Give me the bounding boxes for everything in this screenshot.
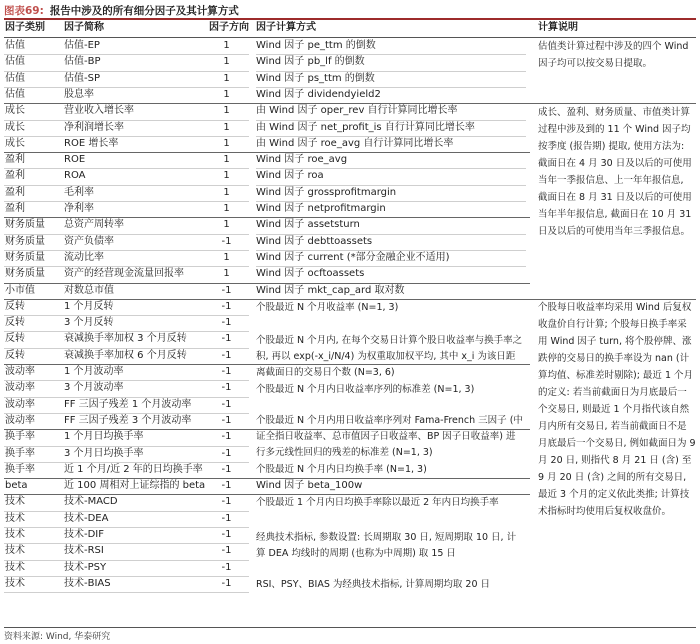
row-direction: -1: [221, 300, 232, 312]
calc-turn-1: 个股最近 N 个月内日均换手率 (N=1, 3): [256, 464, 427, 475]
row-direction: -1: [221, 284, 232, 296]
row-direction: 1: [223, 186, 230, 198]
row-name: 资产负债率: [64, 235, 114, 247]
row-direction: -1: [221, 414, 232, 426]
row-direction: 1: [223, 170, 230, 182]
row-calc: Wind 因子 ocftoassets: [256, 268, 365, 280]
row-name: 技术-DEA: [64, 512, 109, 524]
row-calc: 由 Wind 因子 oper_rev 自行计算同比增长率: [256, 105, 458, 117]
figure-label: 图表69:: [4, 5, 44, 17]
row-type: 技术: [5, 577, 25, 589]
row-name: 估值-BP: [64, 56, 101, 68]
row-type: 估值: [5, 88, 25, 100]
row-type: 反转: [5, 300, 25, 312]
row-calc: Wind 因子 netprofitmargin: [256, 203, 386, 214]
calc-turn-2: 个股最近 1 个月内日均换手率除以最近 2 年内日均换手率: [256, 497, 499, 508]
row-type: 技术: [5, 545, 25, 557]
row-type: 波动率: [5, 366, 35, 377]
row-type: 估值: [5, 56, 25, 68]
table-bottom-rule: [4, 627, 696, 628]
row-type: 财务质量: [5, 235, 45, 247]
calc-reversal-2: 个股最近 N 个月内, 在每个交易日计算个股日收益率与换手率之积, 再以 exp(-x_i/N/4) 为权重取加权平均, 其中 x_i 为该日距离截面日的交易日个数 (N=3, 6): [256, 335, 523, 378]
row-direction: -1: [221, 382, 232, 394]
row-direction: -1: [221, 447, 232, 459]
row-direction: -1: [221, 496, 232, 508]
row-type: 波动率: [5, 398, 35, 410]
row-type: 反转: [5, 333, 25, 345]
row-name: 技术-MACD: [64, 496, 118, 508]
row-name: 估值-SP: [64, 72, 100, 84]
row-direction: 1: [223, 154, 230, 166]
row-type: 小市值: [5, 284, 35, 296]
row-type: 反转: [5, 349, 25, 361]
row-direction: 1: [223, 40, 230, 51]
row-type: 技术: [5, 512, 25, 524]
row-name: FF 三因子残差 3 个月波动率: [64, 414, 192, 426]
row-calc: Wind 因子 beta_100w: [256, 480, 363, 492]
row-direction: 1: [223, 56, 230, 68]
row-direction: 1: [223, 137, 230, 149]
row-divider: [4, 592, 249, 593]
row-type: 成长: [5, 121, 25, 133]
row-name: 3 个月反转: [64, 317, 114, 329]
row-name: 技术-RSI: [64, 545, 104, 557]
row-calc: Wind 因子 roe_avg: [256, 154, 348, 166]
row-name: 总资产周转率: [64, 219, 124, 231]
row-name: 估值-EP: [64, 40, 100, 51]
row-name: 技术-PSY: [64, 561, 107, 573]
row-name: 1 个月波动率: [64, 366, 124, 377]
row-type: 财务质量: [5, 219, 45, 231]
row-direction: -1: [221, 317, 232, 329]
row-name: 3 个月波动率: [64, 382, 124, 394]
row-direction: 1: [223, 105, 230, 117]
row-type: 波动率: [5, 414, 35, 426]
row-direction: -1: [221, 561, 232, 573]
source-note: 资料来源: Wind, 华泰研究: [4, 632, 111, 642]
calc-reversal-1: 个股最近 N 个月收益率 (N=1, 3): [256, 302, 399, 313]
row-type: 盈利: [5, 186, 25, 198]
row-name: ROE: [64, 154, 86, 166]
row-name: 净利润增长率: [64, 121, 124, 133]
row-type: 技术: [5, 529, 25, 540]
note-valuation: 估值类计算过程中涉及的四个 Wind 因子均可以按交易日提取。: [538, 41, 689, 69]
row-direction: -1: [221, 366, 232, 377]
row-calc: 由 Wind 因子 roe_avg 自行计算同比增长率: [256, 137, 454, 149]
note-financial: 成长、盈利、财务质量、市值类计算过程中涉及到的 11 个 Wind 因子均按季度 (报告期) 提取, 使用方法为: 截面日在 4 月 30 日及以后的可使用当年一季报信息、上一年年报信息, 截面日在 8 月 31 日及以后的可使用当年半年报信息, 截面日在 10 月 31 日及以后的可使用当年三季报信息。: [538, 107, 692, 237]
row-type: 估值: [5, 40, 25, 51]
row-name: 1 个月日均换手率: [64, 431, 144, 443]
row-type: 技术: [5, 496, 25, 508]
row-name: 衰减换手率加权 6 个月反转: [64, 349, 187, 361]
row-direction: -1: [221, 349, 232, 361]
row-name: 流动比率: [64, 251, 104, 263]
row-calc: Wind 因子 roa: [256, 170, 324, 182]
row-direction: -1: [221, 512, 232, 524]
row-name: 营业收入增长率: [64, 105, 134, 117]
row-name: 资产的经营现金流量回报率: [64, 268, 184, 280]
row-type: 成长: [5, 105, 25, 117]
header-name: 因子简称: [64, 22, 104, 33]
calc-tech-1: 经典技术指标, 参数设置: 长周期取 30 日, 短周期取 10 日, 计算 DEA 均线时的周期 (也称为中周期) 取 15 日: [256, 532, 517, 559]
row-calc: Wind 因子 debttoassets: [256, 235, 373, 247]
calc-vol-1: 个股最近 N 个月内日收益率序列的标准差 (N=1, 3): [256, 384, 475, 395]
row-name: 近 100 周相对上证综指的 beta: [64, 480, 206, 492]
row-direction: 1: [223, 268, 230, 280]
row-direction: 1: [223, 219, 230, 231]
row-type: 财务质量: [5, 251, 45, 263]
row-calc: Wind 因子 pe_ttm 的倒数: [256, 40, 376, 51]
row-name: 3 个月日均换手率: [64, 447, 144, 459]
row-type: beta: [5, 480, 28, 492]
row-type: 反转: [5, 317, 25, 329]
header-type: 因子类别: [5, 22, 45, 33]
row-type: 波动率: [5, 382, 35, 394]
figure-caption: 报告中涉及的所有细分因子及其计算方式: [49, 5, 239, 17]
row-name: 技术-DIF: [64, 529, 105, 540]
row-type: 技术: [5, 561, 25, 573]
row-calc: Wind 因子 pb_lf 的倒数: [256, 56, 365, 68]
header-direction: 因子方向: [209, 22, 249, 33]
row-direction: -1: [221, 235, 232, 247]
row-name: 近 1 个月/近 2 年的日均换手率: [64, 463, 203, 475]
row-direction: -1: [221, 431, 232, 443]
row-calc: Wind 因子 mkt_cap_ard 取对数: [256, 284, 405, 296]
row-calc: 由 Wind 因子 net_profit_is 自行计算同比增长率: [256, 121, 475, 133]
row-type: 换手率: [5, 463, 35, 475]
row-direction: -1: [221, 480, 232, 492]
row-type: 换手率: [5, 431, 35, 443]
row-direction: 1: [223, 251, 230, 263]
row-name: 对数总市值: [64, 284, 114, 296]
header-calc: 因子计算方式: [256, 22, 316, 33]
row-direction: 1: [223, 203, 230, 214]
row-type: 成长: [5, 137, 25, 149]
row-name: 股息率: [64, 88, 94, 100]
row-type: 换手率: [5, 447, 35, 459]
row-name: ROA: [64, 170, 86, 182]
row-name: 1 个月反转: [64, 300, 114, 312]
row-calc: Wind 因子 current (*部分金融企业不适用): [256, 251, 450, 263]
row-direction: -1: [221, 545, 232, 557]
row-type: 盈利: [5, 170, 25, 182]
row-direction: 1: [223, 88, 230, 100]
row-calc: Wind 因子 assetsturn: [256, 219, 360, 231]
row-type: 财务质量: [5, 268, 45, 280]
row-name: 净利率: [64, 203, 94, 214]
row-direction: -1: [221, 529, 232, 540]
row-direction: -1: [221, 577, 232, 589]
row-name: ROE 增长率: [64, 137, 119, 149]
row-type: 盈利: [5, 203, 25, 214]
row-name: 毛利率: [64, 186, 94, 198]
row-direction: 1: [223, 121, 230, 133]
row-name: 技术-BIAS: [64, 577, 111, 589]
row-name: FF 三因子残差 1 个月波动率: [64, 398, 192, 410]
row-calc: Wind 因子 dividendyield2: [256, 88, 381, 100]
row-calc: Wind 因子 ps_ttm 的倒数: [256, 72, 375, 84]
header-note: 计算说明: [538, 22, 578, 33]
note-price: 个股每日收益率均采用 Wind 后复权收盘价自行计算; 个股每日换手率采用 Wind 因子 turn, 将个股停牌、涨跌停的交易日的换手率设为 nan (计算均值、标准差时剔除); 最近 1 个月的定义: 若当前截面日为月底最后一个交易日, 则最近 1 个月指代该自然月内所有交易日, 若当前截面日不是月底最后一个交易日, 例如截面日为 9 月 20 日, 则指代 8 月 21 日 (含) 至 9 月 20 日 (含) 之间的所有交易日, 最近 3 个月的定义依此类推; 计算技术指标时均使用后复权收盘价。: [538, 302, 696, 517]
row-type: 盈利: [5, 154, 25, 166]
row-direction: 1: [223, 72, 230, 84]
calc-tech-2: RSI、PSY、BIAS 为经典技术指标, 计算周期均取 20 日: [256, 579, 491, 590]
row-direction: -1: [221, 333, 232, 345]
row-direction: -1: [221, 463, 232, 475]
row-calc: Wind 因子 grossprofitmargin: [256, 186, 397, 198]
figure-title: [4, 3, 696, 18]
calc-vol-2: 个股最近 N 个月内用日收益率序列对 Fama-French 三因子 (中证全指日收益率、总市值因子日收益率、BP 因子日收益率) 进行多元线性回归的残差的标准差 (N=1, 3): [256, 415, 523, 458]
row-direction: -1: [221, 398, 232, 410]
row-name: 衰减换手率加权 3 个月反转: [64, 333, 187, 345]
row-type: 估值: [5, 72, 25, 84]
